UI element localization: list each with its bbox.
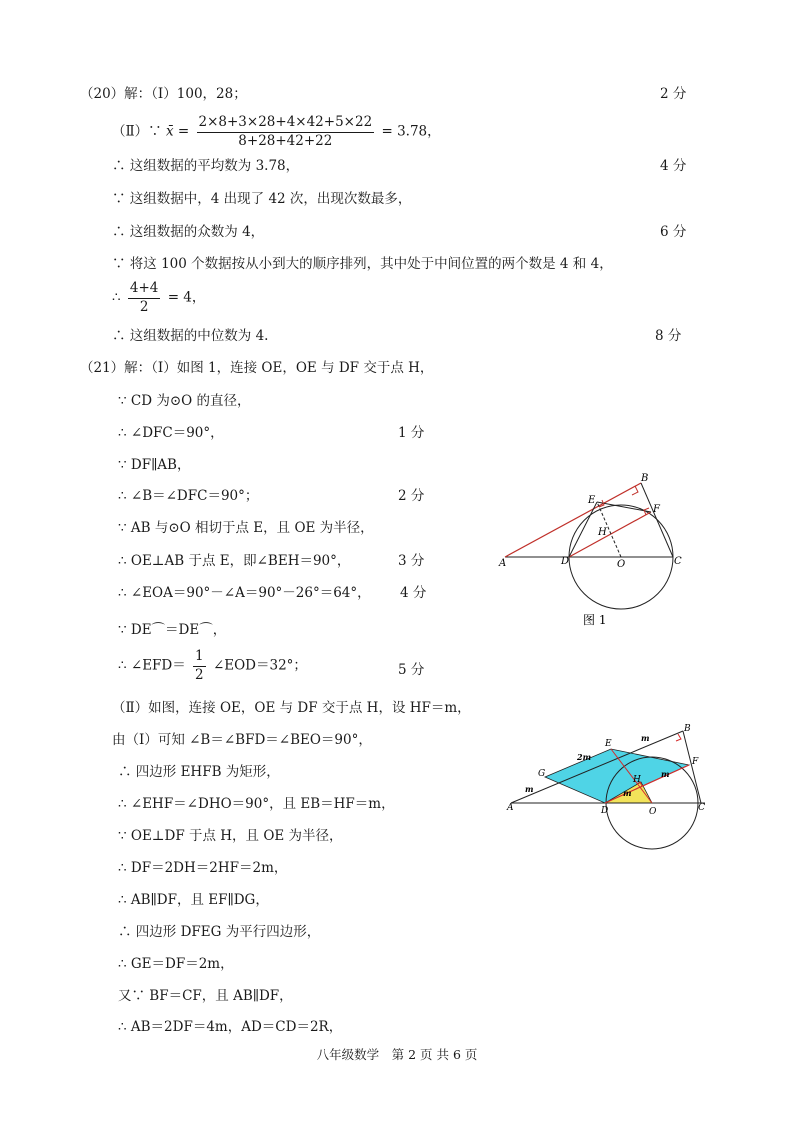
mean-result: = 3.78， bbox=[381, 123, 441, 140]
score: 6 分 bbox=[660, 224, 687, 240]
score: 8 分 bbox=[655, 328, 682, 344]
segment-df bbox=[569, 512, 651, 557]
mean-formula bbox=[112, 116, 441, 148]
efd-suffix: ∠EOD＝32°； bbox=[212, 657, 307, 674]
segment-label-eb: m bbox=[641, 733, 650, 743]
line-mean: ∴ 这组数据的平均数为 3.78， bbox=[112, 158, 300, 174]
label-e: E bbox=[588, 495, 596, 506]
p21-line: ∴ 四边形 DFEG 为平行四边形， bbox=[118, 924, 321, 940]
p21-line: 又∵ BF＝CF，且 AB∥DF， bbox=[118, 988, 293, 1004]
mean-numerator: 2×8+3×28+4×42+5×22 bbox=[197, 116, 375, 133]
figure-1-caption: 图 1 bbox=[583, 613, 607, 627]
p21-part2-heading: （Ⅱ）如图，连接 OE，OE 与 DF 交于点 H，设 HF＝m， bbox=[112, 700, 471, 716]
p21-heading: （21）解：（Ⅰ）如图 1，连接 OE，OE 与 DF 交于点 H， bbox=[80, 360, 434, 376]
median-denominator: 2 bbox=[139, 298, 149, 315]
median-formula bbox=[112, 282, 205, 314]
median-fraction bbox=[128, 282, 161, 314]
p21-line: ∴ OE⊥AB 于点 E，即∠BEH＝90°， bbox=[118, 553, 351, 569]
p21-line: ∴ ∠EHF＝∠DHO＝90°，且 EB＝HF＝m， bbox=[118, 796, 395, 812]
score: 3 分 bbox=[398, 553, 425, 569]
segment-bc bbox=[641, 483, 673, 557]
label-c: C bbox=[674, 556, 682, 567]
label-h: H bbox=[598, 527, 607, 538]
score: 4 分 bbox=[400, 585, 427, 601]
label-o: O bbox=[617, 559, 626, 570]
p21-line: ∴ ∠EOA＝90°－∠A＝90°－26°＝64°， bbox=[118, 585, 371, 601]
score: 4 分 bbox=[660, 158, 687, 174]
label-d: D bbox=[561, 556, 570, 567]
median-result: = 4， bbox=[167, 289, 206, 306]
median-prefix: ∴ bbox=[112, 289, 121, 306]
label-f: F bbox=[653, 504, 660, 515]
p20-heading: （20）解：（Ⅰ）100，28； bbox=[80, 86, 247, 102]
segment-label-dh: m bbox=[623, 788, 632, 798]
half-denominator: 2 bbox=[195, 666, 204, 683]
label-g: G bbox=[538, 769, 546, 779]
line-mode: ∴ 这组数据的众数为 4， bbox=[112, 224, 265, 240]
half-numerator: 1 bbox=[193, 650, 206, 667]
p21-line: ∴ ∠DFC＝90°， bbox=[118, 425, 224, 441]
p21-line: ∴ DF＝2DH＝2HF＝2m， bbox=[118, 860, 288, 876]
line-mode-reason: ∵ 这组数据中，4 出现了 42 次，出现次数最多， bbox=[112, 191, 412, 207]
label-b: B bbox=[684, 724, 691, 734]
score: 5 分 bbox=[398, 662, 425, 678]
half-fraction bbox=[193, 650, 206, 682]
p21-line: ∴ AB＝2DF＝4m，AD＝CD＝2R， bbox=[118, 1019, 343, 1035]
p21-line: ∵ DE⌒＝DE⌒， bbox=[118, 622, 227, 638]
label-o: O bbox=[649, 807, 657, 817]
p21-line: ∵ OE⊥DF 于点 H，且 OE 为半径， bbox=[118, 828, 343, 844]
label-b: B bbox=[641, 473, 649, 484]
mean-fraction bbox=[197, 116, 375, 148]
mean-denominator: 8+28+42+22 bbox=[238, 132, 333, 149]
p21-line: ∵ DF∥AB， bbox=[118, 457, 191, 473]
segment-label-hf: m bbox=[661, 769, 670, 779]
label-e: E bbox=[605, 739, 612, 749]
page-footer: 八年级数学 第 2 页 共 6 页 bbox=[316, 1047, 478, 1062]
label-f: F bbox=[692, 757, 699, 767]
segment-label-ag: m bbox=[525, 784, 534, 794]
label-h: H bbox=[633, 775, 641, 785]
tangent-ab bbox=[505, 483, 641, 557]
efd-formula bbox=[118, 650, 307, 682]
p21-line: ∴ AB∥DF，且 EF∥DG， bbox=[118, 892, 269, 908]
p21-line: ∵ CD 为⊙O 的直径， bbox=[118, 393, 251, 409]
efd-prefix: ∴ ∠EFD＝ bbox=[118, 657, 186, 674]
score: 1 分 bbox=[398, 425, 425, 441]
label-a: A bbox=[507, 803, 514, 813]
line-sort: ∵ 将这 100 个数据按从小到大的顺序排列，其中处于中间位置的两个数是 4 和 4， bbox=[112, 256, 613, 272]
segment-label-ge: 2m bbox=[577, 752, 592, 762]
label-d: D bbox=[601, 806, 609, 816]
label-a: A bbox=[499, 558, 507, 569]
mean-variable: x̄ = bbox=[165, 123, 190, 140]
figure-2 bbox=[505, 722, 705, 852]
p21-line: ∴ 四边形 EHFB 为矩形， bbox=[118, 764, 280, 780]
median-numerator: 4+4 bbox=[128, 282, 161, 299]
part2-prefix: （Ⅱ）∵ bbox=[112, 123, 162, 140]
p21-line: ∴ GE＝DF＝2m， bbox=[118, 956, 234, 972]
line-median: ∴ 这组数据的中位数为 4. bbox=[112, 328, 269, 344]
p21-line: ∴ ∠B＝∠DFC＝90°； bbox=[118, 488, 259, 504]
label-c: C bbox=[698, 803, 705, 813]
score: 2 分 bbox=[398, 488, 425, 504]
score: 2 分 bbox=[660, 86, 687, 102]
figure-1 bbox=[495, 470, 695, 640]
p21-line: 由（Ⅰ）可知 ∠B＝∠BFD＝∠BEO＝90°， bbox=[112, 732, 372, 748]
p21-line: ∵ AB 与⊙O 相切于点 E，且 OE 为半径， bbox=[118, 520, 374, 536]
right-angle-mark bbox=[676, 734, 681, 741]
